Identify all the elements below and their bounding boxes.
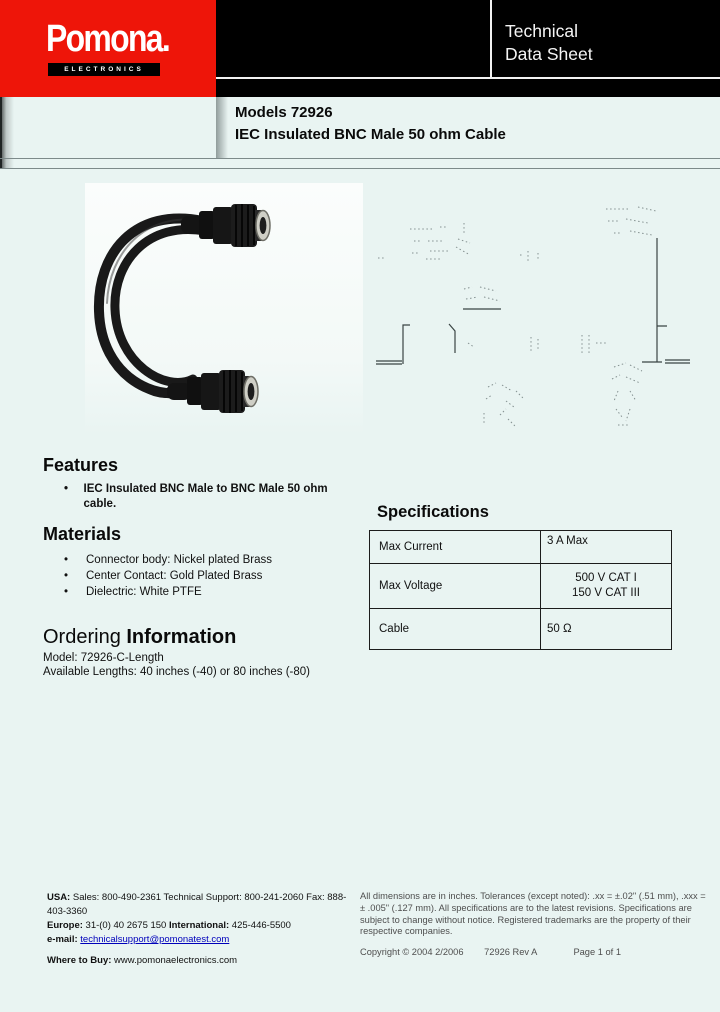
- page-number: Page 1 of 1: [573, 947, 621, 958]
- footer-legal-block: [360, 891, 706, 959]
- ordering-heading: [43, 626, 236, 649]
- disclaimer-text: All dimensions are in inches. Tolerances (except noted): .xx = ±.02" (.51 mm), .xxx = ± .005" (.127 mm). All specifications are to the latest revisions. Specifications are subject to change without notice. Registered trademarks are the property of their respective companies.: [360, 891, 706, 937]
- title-shadow: [216, 97, 228, 159]
- specifications-table: [369, 530, 672, 650]
- banner-title: [505, 20, 593, 66]
- features-item: [64, 482, 332, 512]
- doc-number: 72926 Rev A: [484, 947, 537, 958]
- dimension-drawing: [368, 195, 708, 445]
- ordering-model-line: Model: 72926-C-Length: [43, 652, 164, 664]
- spec-value: 50 Ω: [547, 623, 572, 635]
- features-item-text: IEC Insulated BNC Male to BNC Male 50 ohm cable.: [83, 483, 328, 510]
- where-to-buy-text: www.pomonaelectronics.com: [111, 955, 238, 966]
- bullet-icon: •: [64, 554, 69, 566]
- electronics-bar: [48, 63, 160, 76]
- header-rule-bottom: [0, 168, 720, 169]
- bullet-icon: •: [64, 586, 69, 598]
- materials-list: [64, 552, 272, 600]
- footer-contact-block: [47, 891, 361, 968]
- spec-label: Max Voltage: [370, 564, 541, 608]
- bullet-icon: •: [64, 570, 69, 582]
- usa-text: Sales: 800-490-2361 Technical Support: 800-241-2060 Fax: 888-403-3360: [47, 892, 347, 917]
- international-text: 425-446-5500: [229, 920, 291, 931]
- spec-value: 3 A Max: [547, 535, 588, 547]
- international-label: International:: [168, 920, 230, 931]
- spec-label: Cable: [370, 609, 541, 649]
- header-banner: [216, 0, 720, 97]
- features-heading: Features: [43, 455, 119, 475]
- materials-item-text: Connector body: Nickel plated Brass: [86, 554, 273, 566]
- spec-value: [541, 564, 671, 608]
- usa-label: USA:: [47, 892, 71, 903]
- materials-heading: Materials: [43, 524, 122, 544]
- spec-value-line2: 150 V CAT III: [572, 587, 640, 599]
- banner-divider-vertical: [490, 0, 492, 78]
- logo-block: [0, 0, 216, 97]
- product-photo: [85, 183, 363, 435]
- specifications-heading: Specifications: [377, 503, 489, 521]
- footer-email-line: [47, 933, 361, 947]
- footer-europe-line: [47, 919, 361, 933]
- banner-title-line1: Technical: [505, 21, 578, 41]
- ordering-heading-regular: Ordering: [43, 626, 127, 648]
- model-number-title: Models 72926: [235, 104, 333, 121]
- document-title: [235, 102, 506, 146]
- table-row: [370, 609, 671, 649]
- table-row: [370, 564, 671, 609]
- footer-where-line: [47, 954, 361, 968]
- spec-value-line1: 500 V CAT I: [575, 572, 637, 584]
- materials-item-text: Center Contact: Gold Plated Brass: [86, 570, 263, 582]
- technical-drawing: [368, 195, 708, 445]
- banner-title-line2: Data Sheet: [505, 44, 593, 64]
- banner-divider-horizontal: [216, 77, 720, 79]
- materials-item-text: Dielectric: White PTFE: [86, 586, 202, 598]
- copyright-line: [360, 947, 706, 959]
- email-link[interactable]: technicalsupport@pomonatest.com: [80, 934, 230, 945]
- copyright-text: Copyright © 2004 2/2006: [360, 947, 464, 958]
- ordering-heading-bold: Information: [126, 626, 237, 648]
- pomona-logo: Pomona.: [46, 18, 170, 60]
- bullet-icon: •: [64, 483, 69, 495]
- where-to-buy-label: Where to Buy:: [47, 955, 112, 966]
- materials-item: [64, 584, 272, 600]
- ordering-lengths-line: Available Lengths: 40 inches (-40) or 80 inches (-80): [43, 666, 310, 678]
- footer-usa-line: [47, 891, 361, 919]
- product-subtitle: IEC Insulated BNC Male 50 ohm Cable: [235, 126, 506, 143]
- electronics-label: ELECTRONICS: [64, 66, 144, 73]
- europe-label: Europe:: [47, 920, 83, 931]
- spec-label: Max Current: [370, 531, 541, 563]
- cable-photo-illustration: [85, 183, 363, 435]
- email-label: e-mail:: [47, 934, 78, 945]
- header-rule-top: [0, 158, 720, 159]
- materials-item: [64, 568, 272, 584]
- materials-item: [64, 552, 272, 568]
- europe-text: 31-(0) 40 2675 150: [82, 920, 169, 931]
- table-row: [370, 531, 671, 564]
